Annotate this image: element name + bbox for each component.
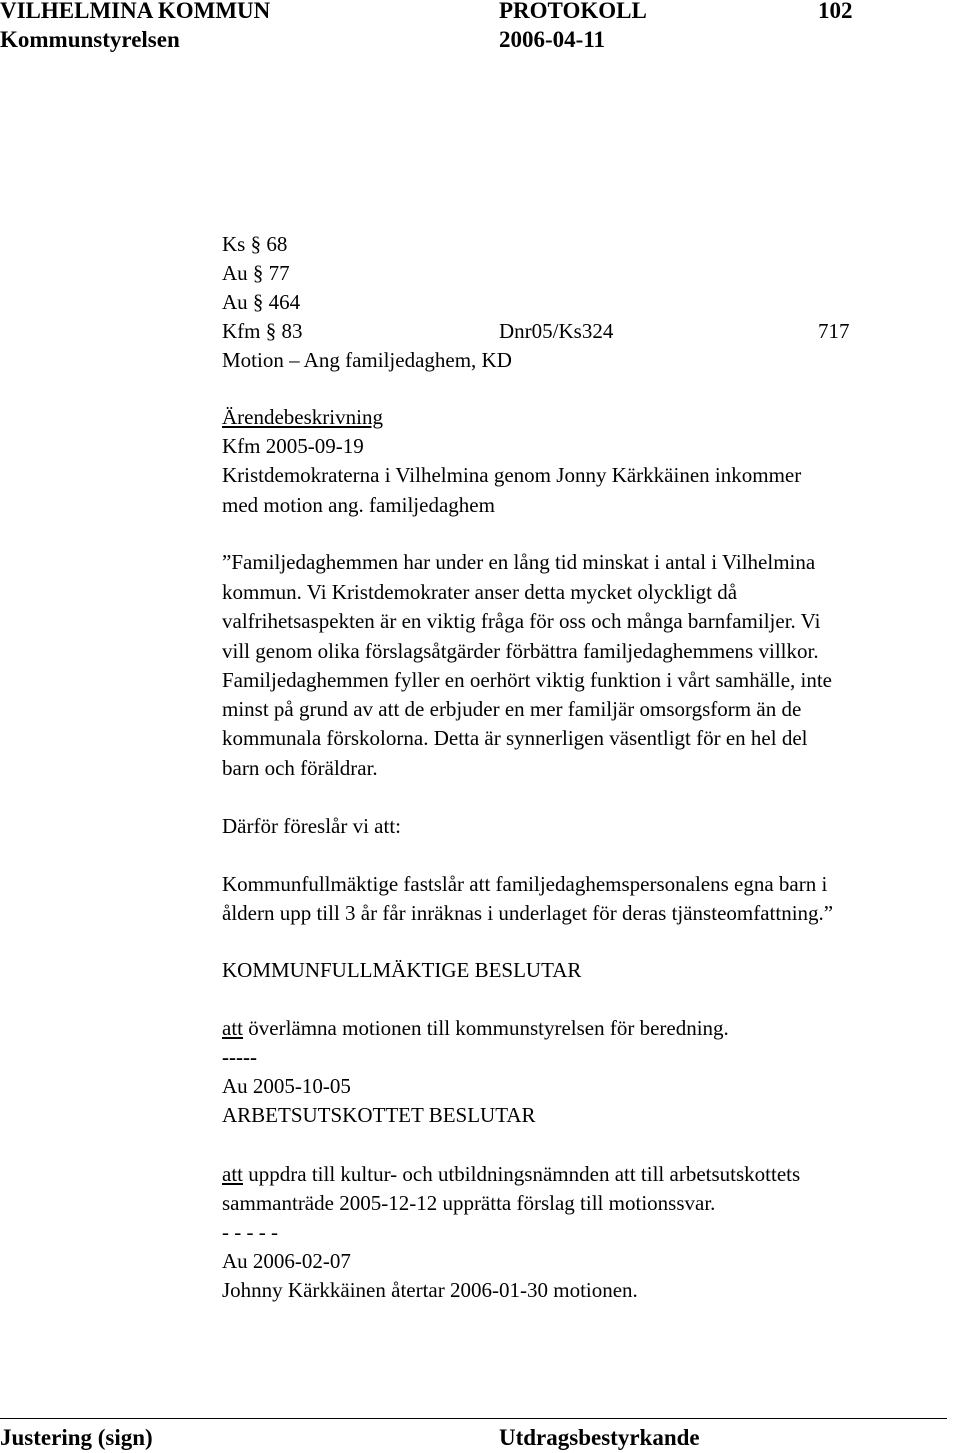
au-beslut-line [222, 1162, 800, 1186]
au-2005-date: Au 2005-10-05 [222, 1074, 351, 1098]
au-2006-date: Au 2006-02-07 [222, 1249, 351, 1273]
arende-intro-line: Kristdemokraterna i Vilhelmina genom Jonny Kärkkäinen inkommer [222, 463, 802, 487]
quote-line: ”Familjedaghemmen har under en lång tid minskat i antal i Vilhelmina [222, 550, 816, 574]
quote-line: barn och föräldrar. [222, 756, 378, 780]
header-date: 2006-04-11 [499, 27, 606, 52]
quote-line: kommunala förskolorna. Detta är synnerligen väsentligt för en hel del [222, 726, 808, 750]
ref-au-2: Au § 464 [222, 290, 301, 314]
arende-heading: Ärendebeskrivning [222, 405, 383, 429]
quote-line: Familjedaghemmen fyller en oerhört viktig funktion i vårt samhälle, inte [222, 668, 833, 692]
proposal-line: Kommunfullmäktige fastslår att familjedaghemspersonalens egna barn i [222, 872, 828, 896]
ref-kfm: Kfm § 83 [222, 319, 303, 343]
arende-intro-line: med motion ang. familjedaghem [222, 493, 495, 517]
ref-subject: Motion – Ang familjedaghem, KD [222, 348, 512, 372]
ref-dnr: Dnr05/Ks324 [499, 319, 614, 343]
att-label: att [222, 1016, 243, 1040]
separator: ----- [222, 1045, 257, 1069]
footer-justering: Justering (sign) [0, 1425, 153, 1450]
kf-beslut-heading: KOMMUNFULLMÄKTIGE BESLUTAR [222, 958, 582, 982]
quote-line: kommun. Vi Kristdemokrater anser detta mycket olyckligt då [222, 580, 738, 604]
quote-line: minst på grund av att de erbjuder en mer familjär omsorgsform än de [222, 697, 802, 721]
header-doc-type: PROTOKOLL [499, 0, 647, 23]
quote-line: vill genom olika förslagsåtgärder förbättra familjedaghemmens villkor. [222, 639, 819, 663]
header-page-number: 102 [818, 0, 853, 23]
footer-utdrag: Utdragsbestyrkande [499, 1425, 700, 1450]
att-label: att [222, 1162, 243, 1186]
au-beslut-line-2: sammanträde 2005-12-12 upprätta förslag till motionssvar. [222, 1191, 716, 1215]
proposal-intro: Därför föreslår vi att: [222, 814, 402, 838]
ref-number: 717 [818, 319, 850, 343]
au-beslut-text: uppdra till kultur- och utbildningsnämnden att till arbetsutskottets [243, 1162, 801, 1186]
kf-beslut-text: överlämna motionen till kommunstyrelsen för beredning. [243, 1016, 729, 1040]
au-2006-text: Johnny Kärkkäinen återtar 2006-01-30 motionen. [222, 1278, 638, 1302]
header-body: Kommunstyrelsen [0, 27, 180, 52]
ref-ks: Ks § 68 [222, 232, 288, 256]
arende-kfm-date: Kfm 2005-09-19 [222, 434, 364, 458]
quote-line: valfrihetsaspekten är en viktig fråga för oss och många barnfamiljer. Vi [222, 609, 821, 633]
ref-au-1: Au § 77 [222, 261, 290, 285]
footer-divider [0, 1418, 947, 1419]
au-beslut-heading: ARBETSUTSKOTTET BESLUTAR [222, 1103, 536, 1127]
proposal-line: åldern upp till 3 år får inräknas i underlaget för deras tjänsteomfattning.” [222, 901, 834, 925]
kf-beslut-line [222, 1016, 729, 1040]
header-org: VILHELMINA KOMMUN [0, 0, 271, 23]
separator: - - - - - [222, 1220, 278, 1244]
